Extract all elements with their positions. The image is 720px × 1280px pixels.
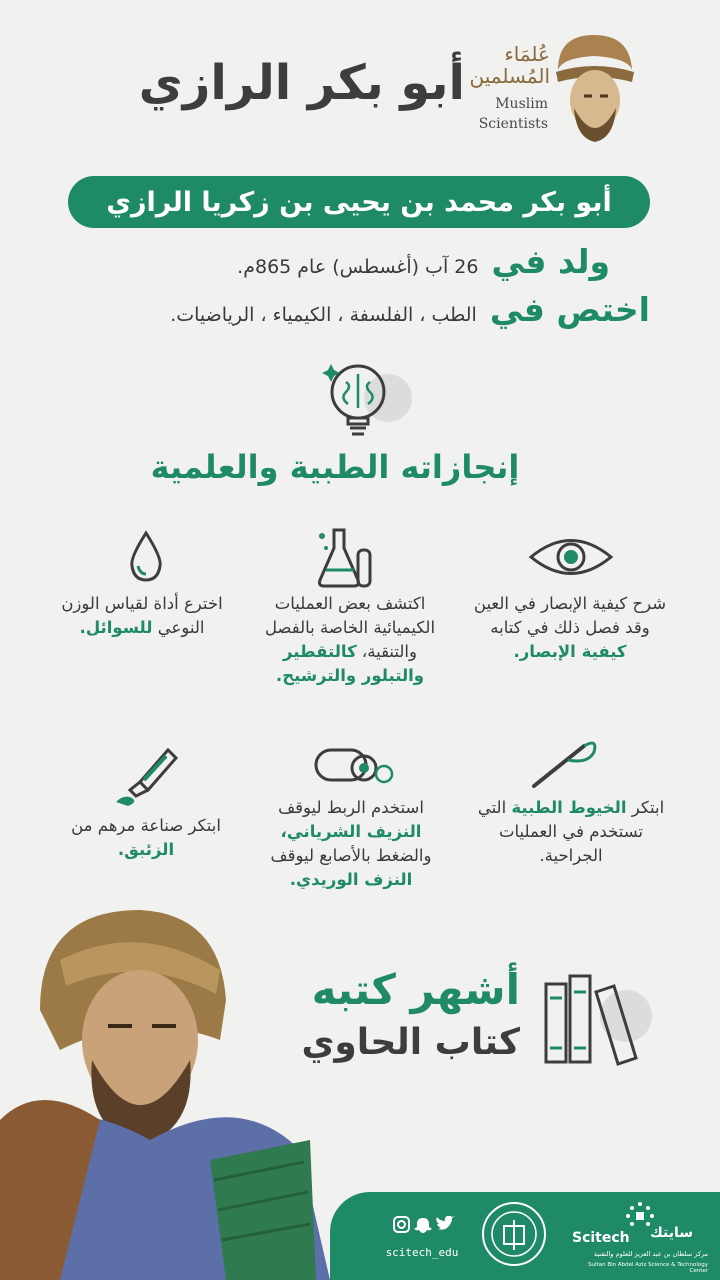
- scitech-name-en: Scitech: [572, 1230, 630, 1246]
- tissue-icon: [312, 744, 394, 788]
- scitech-subtitle-ar: مركز سلطان بن عبد العزيز للعلوم والتقنية: [593, 1250, 708, 1258]
- logo-arabic-line2: المُسلمين: [469, 64, 550, 88]
- books-icon: [540, 970, 660, 1070]
- achievement-eye-text: شرح كيفية الإبصار في العين وقد فصل ذلك في كتابه: [473, 594, 667, 637]
- needle-thread-icon: [528, 734, 602, 790]
- brain-bulb-icon: [318, 356, 414, 446]
- specialty-value: الطب ، الفلسفة ، الكيمياء ، الرياضيات.: [170, 304, 477, 326]
- scholar-illustration: [0, 890, 330, 1280]
- achievements-title: إنجازاته الطبية والعلمية: [150, 448, 520, 486]
- achievement-chemistry-highlight: كالتقطير والتبلور والترشيح.: [275, 642, 425, 685]
- portrait-logo-icon: [548, 30, 640, 148]
- achievement-bleeding-highlight1: النزيف الشرياني،: [280, 822, 422, 841]
- achievement-ointment: [56, 814, 236, 862]
- achievement-bleeding: [258, 796, 444, 892]
- eye-icon: [528, 536, 614, 578]
- logo-english-line2: Scientists: [478, 116, 548, 132]
- drop-icon: [128, 530, 164, 582]
- achievement-chemistry: [250, 592, 450, 688]
- twitter-icon[interactable]: [436, 1216, 455, 1230]
- scitech-name-ar: سايتك: [650, 1225, 694, 1241]
- page-title: أبو بكر الرازي: [138, 55, 465, 111]
- achievement-chemistry-text: اكتشف بعض العمليات الكيميائية الخاصة بالفصل والتنقية،: [264, 594, 436, 661]
- flasks-icon: [312, 526, 378, 590]
- ointment-tube-icon: [110, 742, 180, 808]
- achievement-ointment-text: ابتكر صناعة مرهم من: [71, 816, 221, 835]
- achievement-bleeding-text1: استخدم الربط ليوقف: [278, 798, 424, 817]
- snapchat-icon[interactable]: [414, 1218, 432, 1233]
- achievement-bleeding-text2: والضغط بالأصابع ليوقف: [270, 846, 432, 865]
- achievement-drop-highlight: للسوائل.: [79, 618, 153, 637]
- university-seal-icon: [480, 1198, 548, 1270]
- social-icons: [388, 1216, 458, 1234]
- books-title: أشهر كتبه: [311, 965, 520, 1014]
- achievement-threads-text: التي تستخدم في العمليات الجراحية.: [477, 798, 644, 865]
- book-name: كتاب الحاوي: [301, 1022, 520, 1063]
- logo-english-line1: Muslim: [495, 96, 548, 112]
- achievement-eye-highlight: كيفية الإبصار.: [513, 642, 627, 661]
- logo-arabic-line1: عُلمَاء: [504, 42, 550, 66]
- achievement-drop-text: اخترع أداة لقياس الوزن النوعي: [61, 594, 223, 637]
- specialty-label: اختص في: [489, 290, 650, 329]
- instagram-icon[interactable]: [394, 1217, 409, 1232]
- scitech-subtitle-en: Sultan Bin Abdel Aziz Science & Technology Center: [588, 1262, 708, 1274]
- achievement-ointment-highlight: الزئبق.: [117, 840, 175, 859]
- born-label: ولد في: [491, 242, 610, 281]
- specialty-line: [170, 290, 650, 329]
- social-handle[interactable]: scitech_edu: [385, 1246, 459, 1259]
- full-name-text: أبو بكر محمد بن يحيى بن زكريا الرازي: [106, 186, 612, 218]
- full-name-banner: [68, 176, 650, 228]
- achievement-threads-prefix: ابتكر: [626, 798, 665, 817]
- achievement-threads: [476, 796, 666, 868]
- achievement-eye: [472, 592, 668, 664]
- achievement-bleeding-highlight2: النزف الوريدي.: [289, 870, 413, 889]
- achievement-threads-highlight: الخيوط الطبية: [511, 798, 627, 817]
- born-value: 26 آب (أغسطس) عام 865م.: [237, 256, 479, 278]
- born-line: [237, 242, 610, 281]
- achievement-drop: [54, 592, 230, 640]
